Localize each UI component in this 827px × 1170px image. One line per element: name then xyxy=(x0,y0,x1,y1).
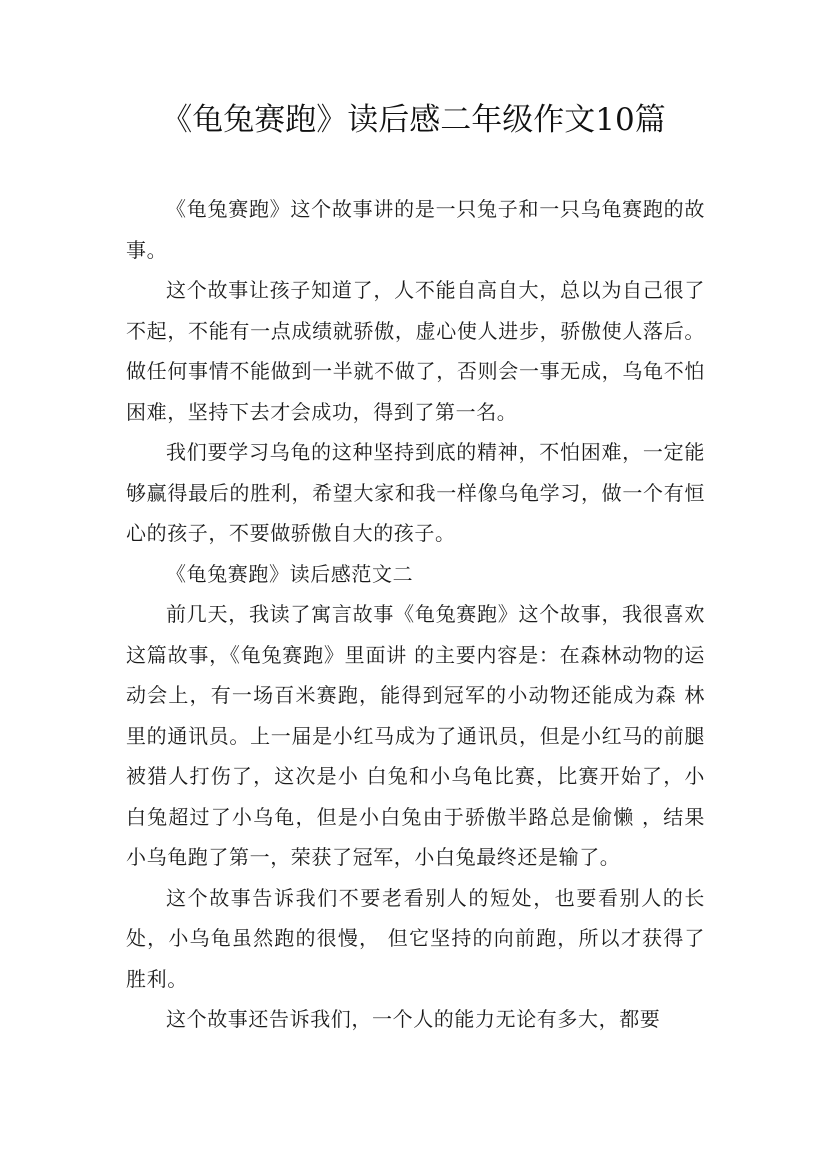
document-body xyxy=(126,189,705,1040)
section-heading: 《龟兔赛跑》读后感范文二 xyxy=(166,561,414,586)
paragraph: 这个故事还告诉我们，一个人的能力无论有多大，都要 xyxy=(166,1007,661,1031)
document-title: 《龟兔赛跑》读后感二年级作文10篇 xyxy=(161,102,666,138)
paragraph: 这个故事让孩子知道了，人不能自高自大，总以为自己很了不起，不能有一点成绩就骄傲，虚心使人进步，骄傲使人落后。做任何事情不能做到一半就不做了，否则会一事无成，乌龟不怕困难，坚持下去才会成功，得到了第一名。 xyxy=(126,278,705,424)
paragraph: 前几天，我读了寓言故事《龟兔赛跑》这个故事，我很喜欢这篇故事，《龟兔赛跑》里面讲 的主要内容是：在森林动物的运动会上，有一场百米赛跑，能得到冠军的小动物还能成为森 林里的通讯员。上一届是小红马成为了通讯员，但是小红马的前腿被猎人打伤了，这次是小 白兔和小乌龟比赛，比赛开始了，小白兔超过了小乌龟，但是小白兔由于骄傲半路总是偷懒 ，结果小乌龟跑了第一，荣获了冠军，小白兔最终还是输了。 xyxy=(126,602,705,869)
paragraph: 我们要学习乌龟的这种坚持到底的精神，不怕困难，一定能够赢得最后的胜利，希望大家和我一样像乌龟学习，做一个有恒心的孩子，不要做骄傲自大的孩子。 xyxy=(126,440,705,545)
paragraph: 这个故事告诉我们不要老看别人的短处，也要看别人的长处，小乌龟虽然跑的很慢， 但它坚持的向前跑，所以才获得了胜利。 xyxy=(126,885,705,991)
paragraph: 《龟兔赛跑》这个故事讲的是一只兔子和一只乌龟赛跑的故事。 xyxy=(126,197,705,262)
